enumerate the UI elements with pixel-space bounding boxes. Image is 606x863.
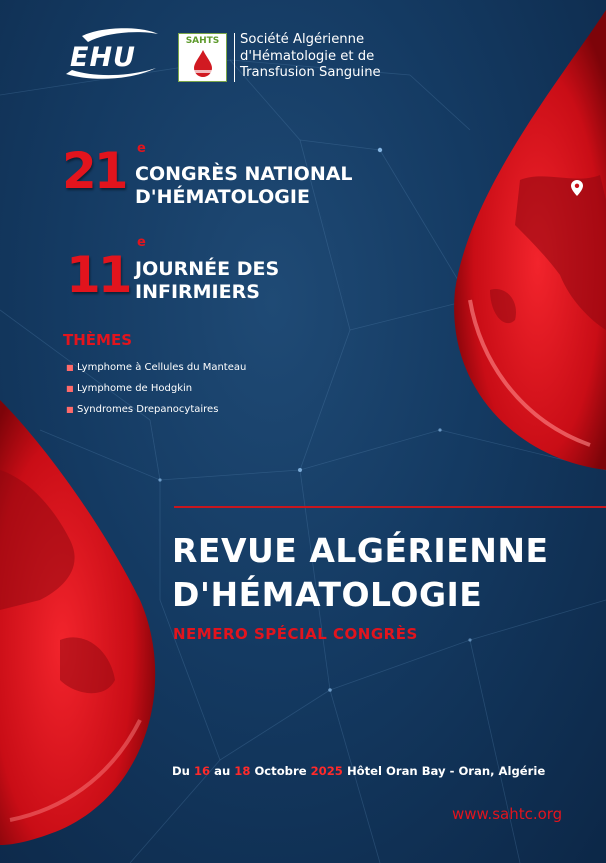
society-name-line: Transfusion Sanguine: [240, 65, 381, 80]
congress-title-line2: D'HÉMATOLOGIE: [135, 186, 310, 208]
date-year: 2025: [310, 764, 343, 778]
website-link[interactable]: www.sahtc.org: [452, 805, 563, 823]
bullet-icon: ■: [66, 363, 74, 372]
date-au: au: [214, 764, 231, 778]
sahts-logo: [178, 33, 227, 82]
divider-line: [174, 506, 606, 508]
themes-list: [66, 362, 246, 425]
revue-title-line2: D'HÉMATOLOGIE: [172, 575, 483, 614]
date-du: Du: [172, 764, 190, 778]
revue-title-line1: REVUE ALGÉRIENNE: [172, 531, 549, 570]
event-venue: Hôtel Oran Bay - Oran, Algérie: [346, 764, 546, 778]
congress-number: 21: [62, 142, 126, 200]
themes-title: THÈMES: [63, 331, 133, 349]
congress-ordinal: e: [137, 141, 146, 156]
theme-label: Syndromes Drepanocytaires: [77, 404, 219, 415]
nurses-day-number: 11: [66, 246, 130, 304]
congress-title-line1: CONGRÈS NATIONAL: [135, 163, 353, 185]
logo-separator: [234, 33, 235, 82]
theme-item: [66, 404, 246, 425]
theme-label: Lymphome à Cellules du Manteau: [77, 362, 247, 373]
ehu-logo: [62, 24, 160, 82]
blood-drop-icon: [188, 48, 218, 78]
nurses-day-title-line1: JOURNÉE DES: [135, 258, 280, 280]
nurses-day-ordinal: e: [137, 235, 146, 250]
date-day-end: 18: [234, 764, 251, 778]
sahts-logo-label: SAHTS: [185, 36, 220, 46]
date-day-start: 16: [193, 764, 211, 778]
society-name: [240, 32, 420, 82]
date-month: Octobre: [254, 764, 307, 778]
theme-item: [66, 362, 246, 383]
ehu-logo-text: EHU: [70, 42, 136, 73]
theme-label: Lymphome de Hodgkin: [77, 383, 193, 394]
bullet-icon: ■: [66, 405, 74, 414]
theme-item: [66, 383, 246, 404]
society-name-line: d'Hématologie et de: [240, 48, 375, 64]
bullet-icon: ■: [66, 384, 74, 393]
event-date-venue: [172, 764, 545, 778]
nurses-day-title-line2: INFIRMIERS: [135, 281, 260, 303]
society-name-line: Société Algérienne: [240, 32, 365, 47]
revue-title: [172, 529, 592, 617]
location-pin-icon: [571, 180, 583, 196]
revue-subtitle: NEMERO SPÉCIAL CONGRÈS: [173, 625, 418, 643]
